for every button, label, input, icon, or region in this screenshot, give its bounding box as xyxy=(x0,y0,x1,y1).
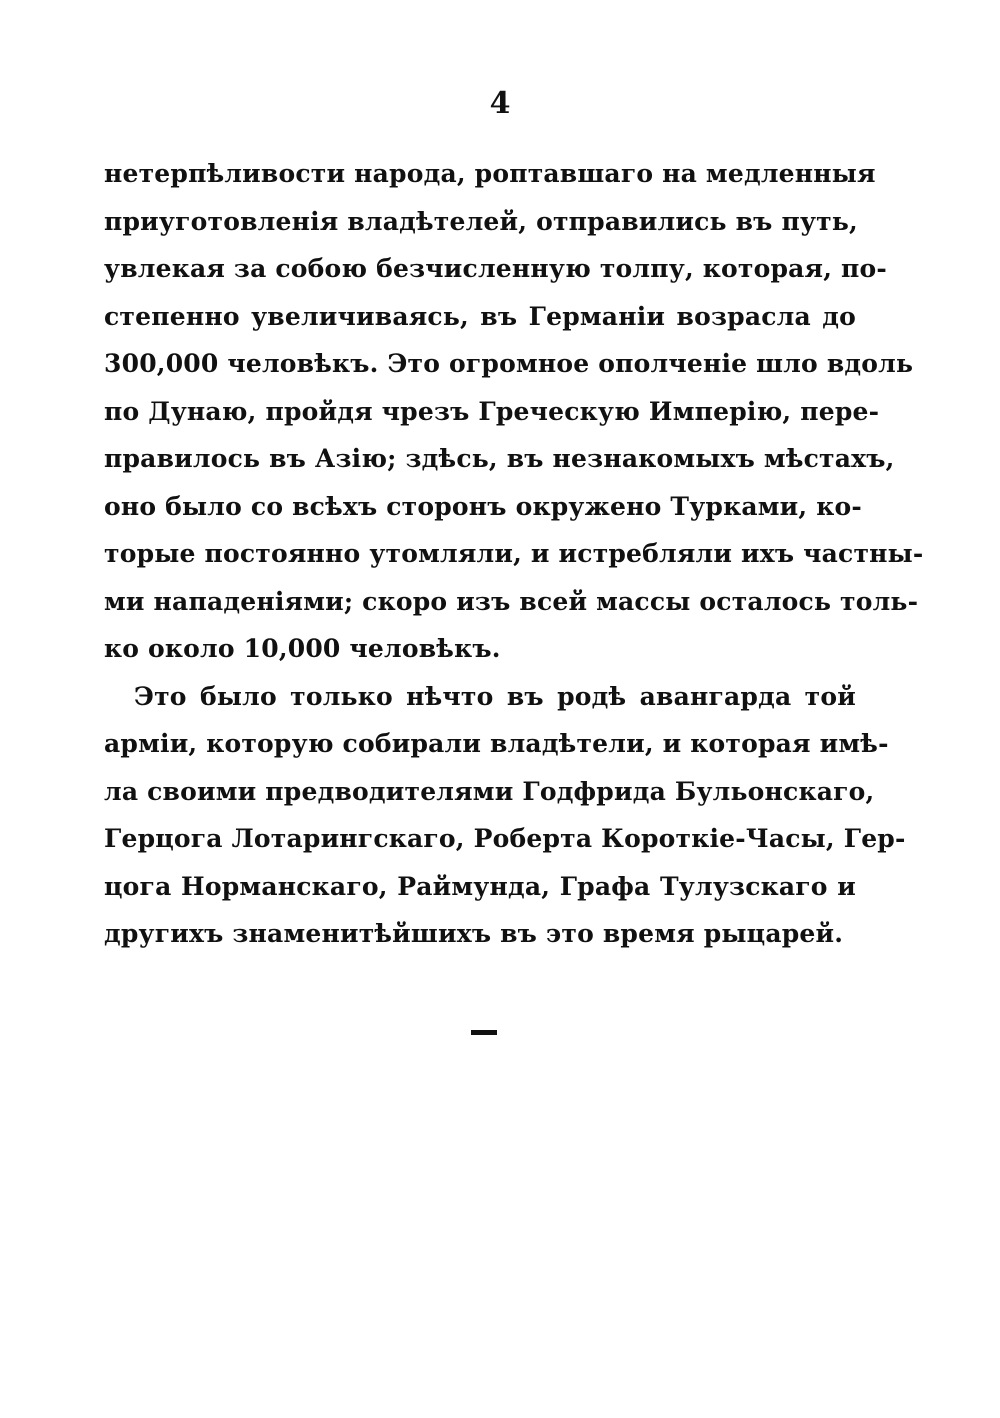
text-line: ми нападеніями; скоро изъ всей массы осталось толь- xyxy=(104,586,919,616)
text-line: арміи, которую собирали владѣтели, и которая имѣ- xyxy=(104,729,889,758)
text-line: степенно увеличиваясь, въ Германіи возрасла до xyxy=(104,301,856,331)
text-line: Герцога Лотарингскаго, Роберта Короткіе-Часы, Гер- xyxy=(104,824,906,853)
text-line: нетерпѣливости народа, роптавшаго на медленныя xyxy=(104,159,876,188)
text-line: другихъ знаменитѣйшихъ въ это время рыцарей. xyxy=(104,919,844,948)
end-dash xyxy=(471,1030,497,1035)
text-line: торые постоянно утомляли, и истребляли ихъ частны- xyxy=(104,539,924,568)
text-line: правилось въ Азію; здѣсь, въ незнакомыхъ мѣстахъ, xyxy=(104,444,895,473)
text-line: оно было со всѣхъ сторонъ окружено Турками, ко- xyxy=(104,491,862,521)
text-line: ла своими предводителями Годфрида Бульонскаго, xyxy=(104,776,875,806)
text-line: 300,000 человѣкъ. Это огромное ополченіе шло вдоль xyxy=(104,349,914,378)
body-text xyxy=(104,150,924,958)
text-line: Это было только нѣчто въ родѣ авангарда той xyxy=(134,681,856,711)
text-line: увлекая за собою безчисленную толпу, которая, по- xyxy=(104,254,887,283)
text-line: цога Норманскаго, Раймунда, Графа Тулузскаго и xyxy=(104,871,856,901)
paragraph-1 xyxy=(104,150,924,673)
paragraph-2 xyxy=(104,673,906,958)
text-line: ко около 10,000 человѣкъ. xyxy=(104,634,501,663)
text-line: приуготовленія владѣтелей, отправились въ путь, xyxy=(104,206,858,236)
page-number: 4 xyxy=(489,86,511,121)
text-line: по Дунаю, пройдя чрезъ Греческую Имперію, пере- xyxy=(104,396,880,426)
